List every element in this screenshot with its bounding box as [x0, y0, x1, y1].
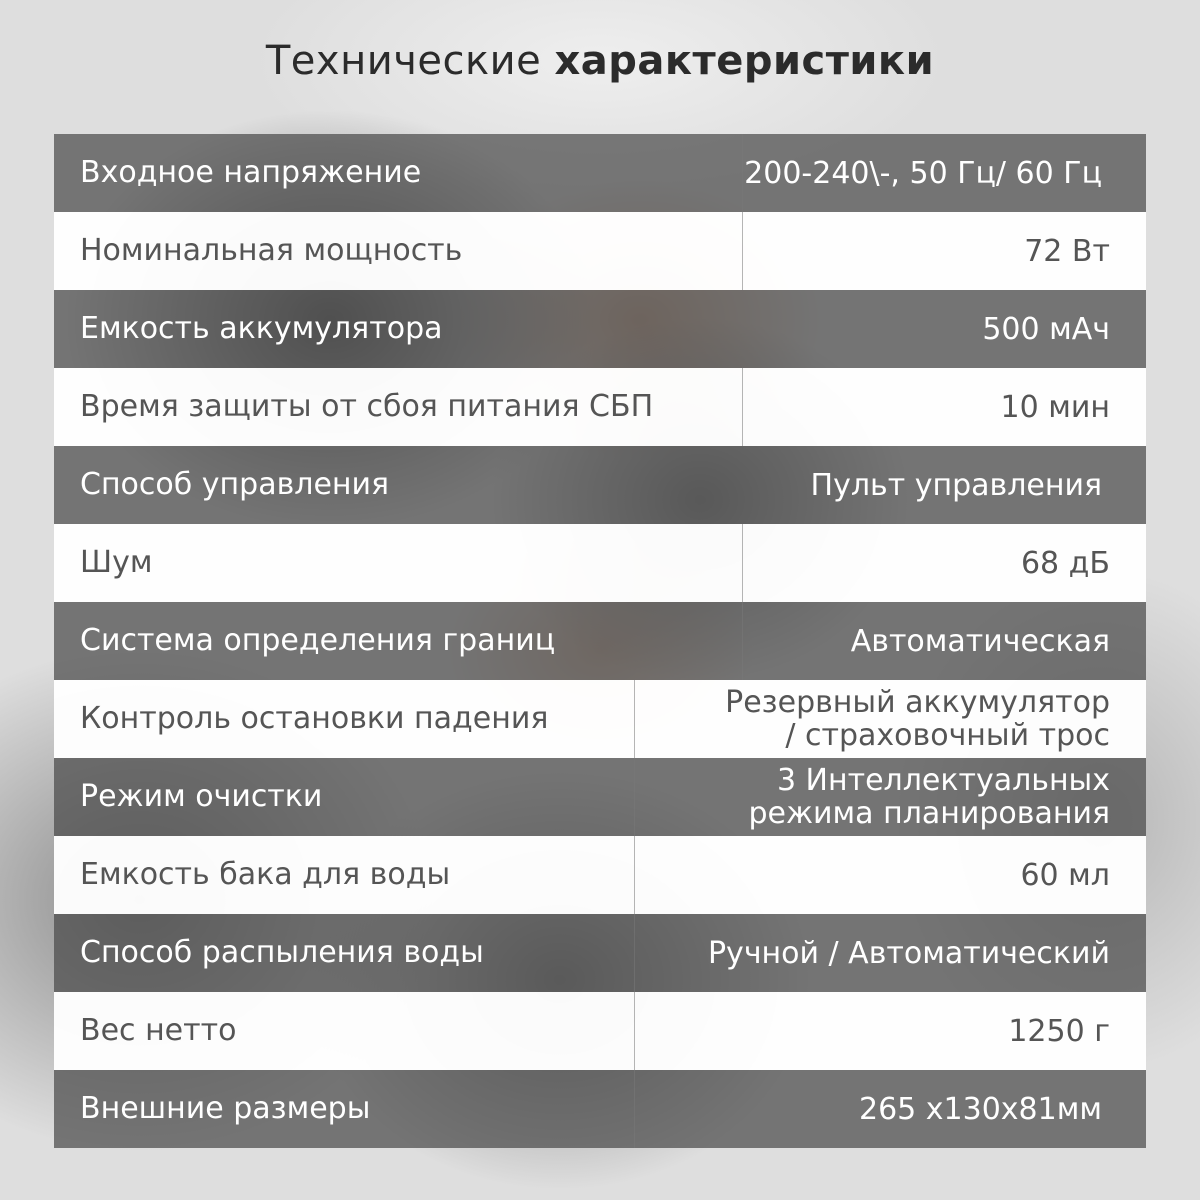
spec-value: 200-240\-, 50 Гц/ 60 Гц	[744, 155, 1102, 191]
spec-label: Контроль остановки падения	[80, 701, 549, 736]
spec-label: Система определения границ	[80, 623, 556, 658]
spec-row-water-tank	[54, 836, 1146, 914]
spec-value: Ручной / Автоматический	[707, 935, 1110, 971]
spec-value: Автоматическая	[850, 623, 1110, 659]
spec-row-cleaning-mode	[54, 758, 1146, 836]
column-divider	[634, 914, 635, 992]
spec-label: Режим очистки	[80, 779, 323, 814]
column-divider	[742, 524, 743, 602]
specs-table	[54, 134, 1146, 1148]
page-title	[0, 38, 1200, 84]
spec-value-line	[725, 686, 1110, 752]
spec-value: 60 мл	[1020, 857, 1110, 893]
spec-row-fall-stop-control	[54, 680, 1146, 758]
spec-value	[725, 680, 1110, 758]
spec-value: 265 x130x81мм	[858, 1091, 1102, 1127]
spec-row-control-method	[54, 446, 1146, 524]
spec-row-boundary-detection	[54, 602, 1146, 680]
spec-row-ups-time	[54, 368, 1146, 446]
spec-label: Способ распыления воды	[80, 935, 484, 970]
spec-value-line-1: Резервный аккумулятор	[725, 685, 1110, 720]
column-divider	[742, 368, 743, 446]
spec-value: 1250 г	[1008, 1013, 1110, 1049]
spec-value-line-2: / страховочный трос	[785, 718, 1110, 753]
spec-value: 68 дБ	[1020, 545, 1110, 581]
spec-row-dimensions	[54, 1070, 1146, 1148]
column-divider	[634, 992, 635, 1070]
spec-label: Вес нетто	[80, 1013, 237, 1048]
spec-row-noise	[54, 524, 1146, 602]
spec-value	[749, 758, 1110, 836]
spec-row-net-weight	[54, 992, 1146, 1070]
title-light: Технические	[265, 38, 542, 84]
column-divider	[742, 212, 743, 290]
title-bold: характеристики	[554, 38, 935, 84]
spec-row-input-voltage	[54, 134, 1146, 212]
spec-value-line-2: режима планирования	[748, 796, 1110, 831]
spec-value-line-1: 3 Интеллектуальных	[776, 763, 1110, 798]
column-divider	[634, 836, 635, 914]
spec-label: Время защиты от сбоя питания СБП	[80, 389, 654, 424]
spec-label: Шум	[80, 545, 153, 580]
spec-label: Входное напряжение	[80, 155, 422, 190]
spec-value-line	[749, 764, 1110, 830]
column-divider	[634, 1070, 635, 1148]
spec-value: 72 Вт	[1024, 233, 1110, 269]
spec-label: Номинальная мощность	[80, 233, 463, 268]
spec-value: 500 мАч	[982, 311, 1110, 347]
spec-label: Способ управления	[80, 467, 390, 502]
spec-row-water-spray	[54, 914, 1146, 992]
column-divider	[634, 680, 635, 758]
spec-label: Емкость бака для воды	[80, 857, 451, 892]
spec-value: Пульт управления	[810, 467, 1102, 503]
column-divider	[634, 758, 635, 836]
column-divider	[742, 602, 743, 680]
spec-value: 10 мин	[1000, 389, 1110, 425]
spec-row-battery-capacity	[54, 290, 1146, 368]
spec-label: Внешние размеры	[80, 1091, 371, 1126]
column-divider	[742, 134, 743, 212]
spec-label: Емкость аккумулятора	[80, 311, 443, 346]
spec-row-rated-power	[54, 212, 1146, 290]
